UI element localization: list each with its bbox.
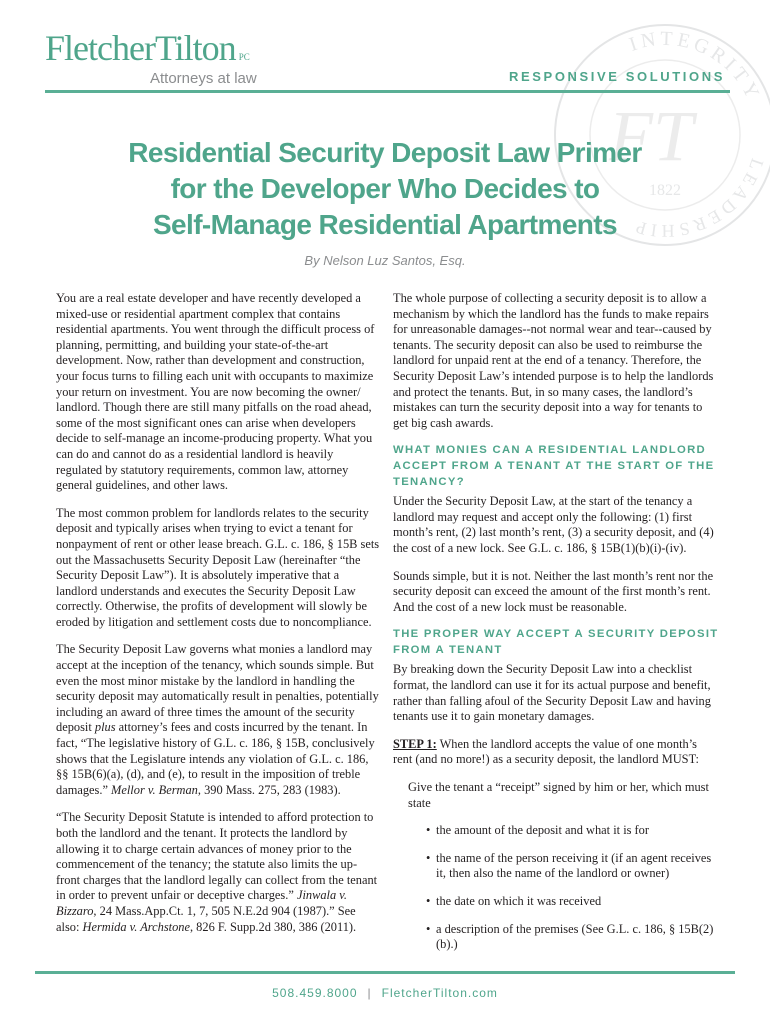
monies-paragraph: Under the Security Deposit Law, at the start of the tenancy a landlord may request and accept only the following: (1) first month’s rent, (2) last month’s rent, (3) a security deposit, and (4) the cost of a new lock. See G.L. c. 186, § 15B(1)(b)(i)-(iv). <box>393 494 714 555</box>
title-line-2: for the Developer Who Decides to <box>170 173 600 204</box>
list-item: • the amount of the deposit and what it is for <box>426 823 719 839</box>
firm-subtitle: Attorneys at law <box>150 70 257 87</box>
list-item: • a description of the premises (See G.L. c. 186, § 15B(2)(b).) <box>426 922 719 953</box>
list-item: • the name of the person receiving it (if an agent receives it, then also the name of the landlord or owner) <box>426 851 719 882</box>
case-citation: Jinwala v. Bizzaro <box>56 888 347 918</box>
list-item: • the date on which it was received <box>426 894 719 910</box>
document-title <box>0 135 770 243</box>
common-problem-paragraph: The most common problem for landlords relates to the security deposit and typically arises when trying to evict a tenant for nonpayment of rent or other lease breach. G.L. c. 186, § 15B sets out the Massachusetts Security Deposit Law (hereinafter “the Security Deposit Law”). It is absolutely imperative that a landlord understands and executes the Security Deposit Law correctly. Otherwise, the profits of development will slowly be eroded by litigation and settlement costs due to noncompliance. <box>56 505 380 629</box>
left-column <box>56 291 380 947</box>
footer-divider <box>35 971 735 974</box>
purpose-paragraph: The whole purpose of collecting a security deposit is to allow a mechanism by which the landlord has the funds to make repairs for unreasonable damages--not normal wear and tear--caused by tenants. The security deposit can also be used to reimburse the landlord for unpaid rent at the end of a tenancy. Therefore, the Security Deposit Law’s intended purpose is to help the landlords and protect the tenants. But, in so many cases, the landlord’s mistakes can turn the security deposit into a way for tenants to get big cash awards. <box>393 291 714 430</box>
governance-paragraph: The Security Deposit Law governs what monies a landlord may accept at the inception of the tenancy, which sounds simple. But even the most minor mistake by the landlord in handling the security deposit may automatically result in penalties, potentially including an award of three times the amount of the security deposit plus attorney’s fees and costs incurred by the tenant. In fact, “The legislative history of G.L. c. 186, § 15B, conclusively shows that the Legislature intends any violation of G.L. c. 186, §§ 15B(6)(a), (d), and (e), to result in the imposition of treble damages.” Mellor v. Berman, 390 Mass. 275, 283 (1983). <box>56 642 379 797</box>
footer-contact <box>0 986 770 1000</box>
svg-text:FT: FT <box>608 96 694 176</box>
header-divider <box>45 90 730 93</box>
receipt-intro: Give the tenant a “receipt” signed by him or her, which must state <box>408 780 709 810</box>
firm-tagline: RESPONSIVE SOLUTIONS <box>509 69 725 84</box>
section-heading-monies: WHAT MONIES CAN A RESIDENTIAL LANDLORD ACCEPT FROM A TENANT AT THE START OF THE TENANCY? <box>393 444 715 488</box>
firm-name: FletcherTilton PC <box>45 28 250 68</box>
firm-logo <box>45 28 257 87</box>
step-1-label: STEP 1: <box>393 736 437 751</box>
title-line-1: Residential Security Deposit Law Primer <box>128 137 642 168</box>
title-line-3: Self-Manage Residential Apartments <box>152 209 617 240</box>
svg-text:INTEGRITY: INTEGRITY <box>626 27 765 106</box>
firm-suffix: PC <box>238 52 250 62</box>
footer-website-link[interactable]: FletcherTilton.com <box>381 986 498 1000</box>
svg-text:LEADERSHIP: LEADERSHIP <box>629 156 768 242</box>
limits-paragraph: Sounds simple, but it is not. Neither the last month’s rent nor the security deposit can exceed the amount of the first month’s rent. And the cost of a new lock must be reasonable. <box>393 568 714 614</box>
right-column <box>393 291 719 965</box>
footer-phone: 508.459.8000 <box>272 986 358 1000</box>
svg-text:1822: 1822 <box>649 182 681 199</box>
checklist-intro-paragraph: By breaking down the Security Deposit Law into a checklist format, the landlord can use it for its actual purpose and benefit, rather than falling afoul of the Security Deposit Law and having tenants use it to gain monetary damages. <box>393 662 711 724</box>
statute-purpose-paragraph: “The Security Deposit Statute is intended to afford protection to both the landlord and the tenant. It protects the landlord by allowing it to charge certain advances of money prior to the commencement of the tenancy; the statute also limits the up-front charges that the landlord legally can collect from the tenant in order to prevent unfair or deceptive charges.” Jinwala v. Bizzaro, 24 Mass.App.Ct. 1, 7, 505 N.E.2d 904 (1987).” See also: Hermida v. Archstone, 826 F. Supp.2d 380, 386 (2011). <box>56 810 378 934</box>
intro-paragraph: You are a real estate developer and have recently developed a mixed-use or residential apartment complex that contains residential apartments. You went through the difficult process of planning, permitting, and building your state-of-the-art development. Now, rather than development and construction, your focus turns to filling each unit with occupants to maximize your return on investment. You are now becoming the owner/ landlord. Though there are still many pitfalls on the road ahead, some of the most significant ones can arise when developers decide to self-manage an income-producing property. What you can do and cannot do as a residential landlord is heavily regulated by statutory requirements, common law, attorney general guidelines, and other laws. <box>56 291 375 493</box>
case-citation: Mellor v. Berman <box>111 782 198 797</box>
section-heading-proper-way: THE PROPER WAY ACCEPT A SECURITY DEPOSIT FROM A TENANT <box>393 628 719 656</box>
receipt-requirements-list <box>393 823 719 953</box>
footer-separator: | <box>367 986 372 1000</box>
case-citation: Hermida v. Archstone <box>82 919 190 934</box>
step-1-paragraph: STEP 1: When the landlord accepts the value of one month’s rent (and no more!) as a security deposit, the landlord MUST: <box>393 736 699 767</box>
author-byline: By Nelson Luz Santos, Esq. <box>304 253 466 268</box>
